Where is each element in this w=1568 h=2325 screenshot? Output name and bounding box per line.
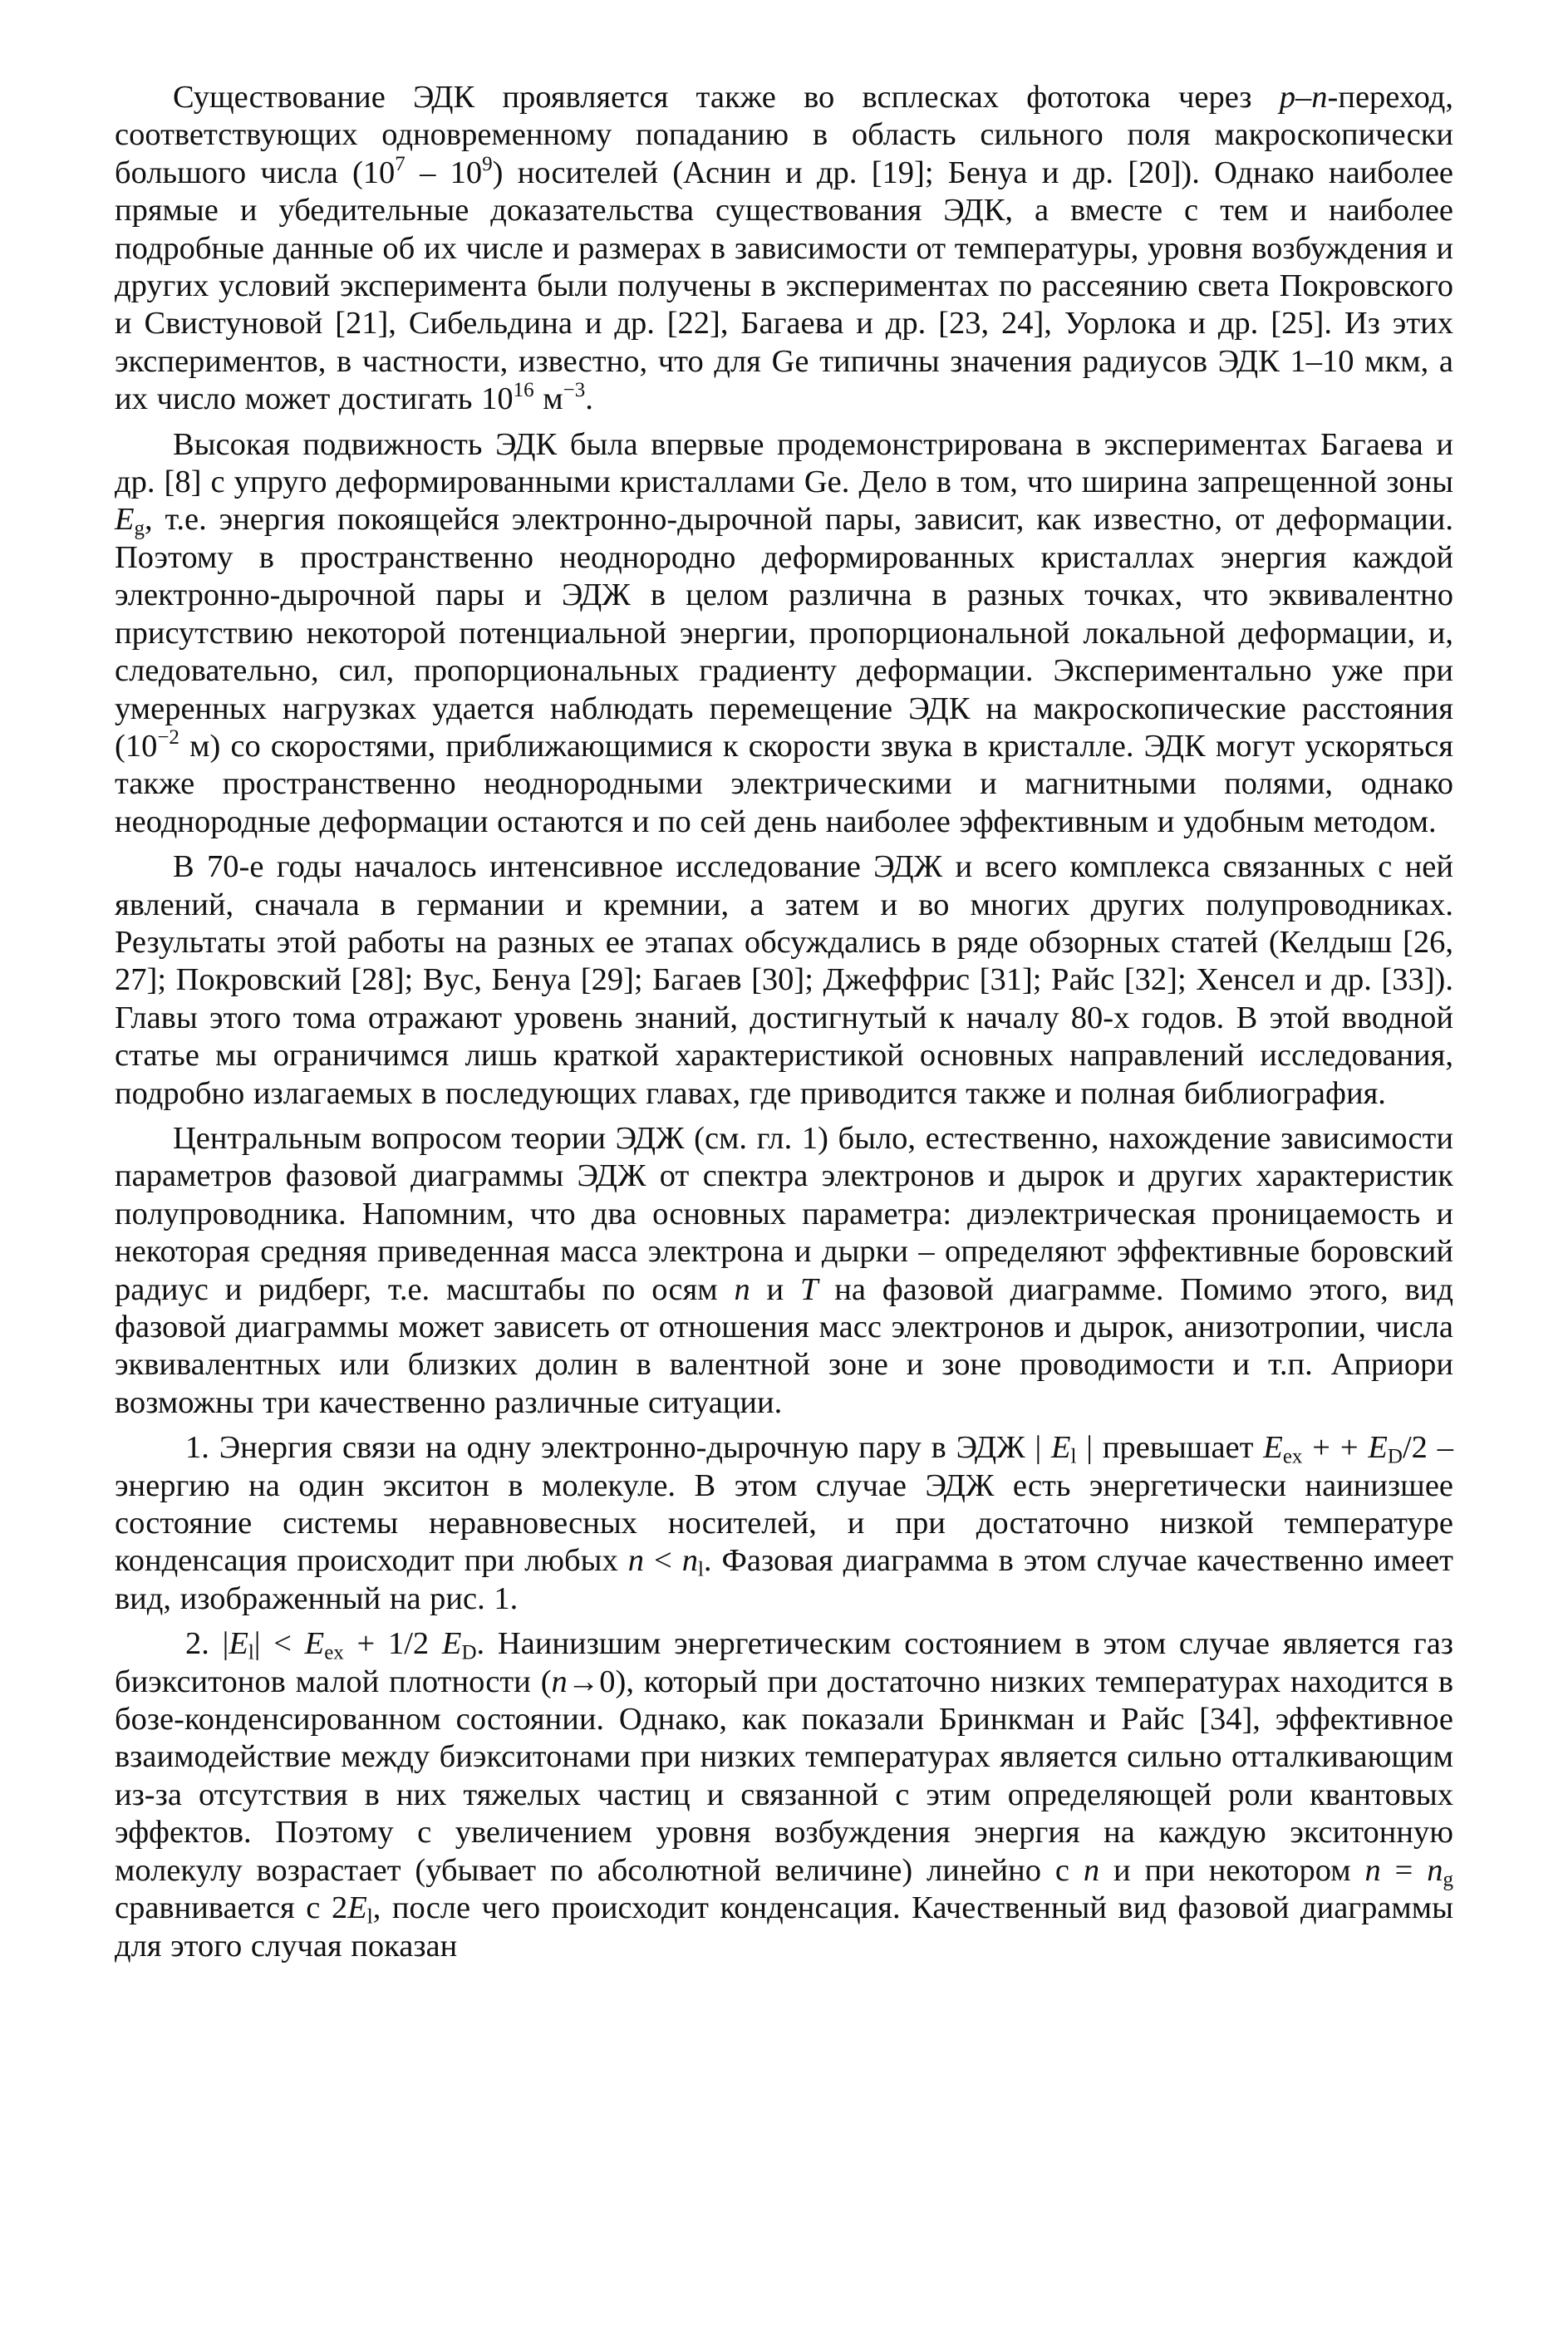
paragraph-3: В 70-е годы началось интенсивное исследование ЭДЖ и всего комплекса связанных с ней явлений, сначала в германии и кремнии, а затем и во многих других полупроводниках. Результаты этой работы на разных ее этапах обсуждались в ряде обзорных статей (Келдыш [26, 27]; Покровский [28]; Вус, Бенуа [29]; Багаев [30]; Джеффрис [31]; Райс [32]; Хенсел и др. [33]). Главы этого тома отражают уровень знаний, достигнутый к началу 80-х годов. В этой вводной статье мы ограничимся лишь краткой характеристикой основных направлений исследования, подробно излагаемых в последующих главах, где приводится также и полная библиография. [115,849,1453,1111]
paragraph-4: Центральным вопросом теории ЭДЖ (см. гл. 1) было, естественно, нахождение зависимости параметров фазовой диаграммы ЭДЖ от спектра электронов и дырок и других характеристик полупроводника. Напомним, что два основных параметра: диэлектрическая проницаемость и некоторая средняя приведенная масса электрона и дырки – определяют эффективные боровский радиус и ридберг, т.е. масштабы по осям n и T на фазовой диаграмме. Помимо этого, вид фазовой диаграммы может зависеть от отношения масс электронов и дырок, анизотропии, числа эквивалентных или близких долин в валентной зоне и зоне проводимости и т.п. Априори возможны три качественно различные ситуации. [115,1120,1453,1420]
paragraph-2: Высокая подвижность ЭДК была впервые продемонстрирована в экспериментах Багаева и др. [8] с упруго деформированными кристаллами Ge. Дело в том, что ширина запрещенной зоны $E_g$, т.е. энергия покоящейся электронно-дырочной пары, зависит, как известно, от деформации. Поэтому в пространственно неоднородно деформированных кристаллах энергия каждой электронно-дырочной пары и ЭДЖ в целом различна в разных точках, что эквивалентно присутствию некоторой потенциальной энергии, пропорциональной локальной деформации, и, следовательно, сил, пропорциональных градиенту деформации. Экспериментально уже при умеренных нагрузках удается наблюдать перемещение ЭДК на макроскопические расстояния ($10^{-2}$ м) со скоростями, приближающимися к скорости звука в кристалле. ЭДК могут ускоряться также пространственно неоднородными электрическими и магнитными полями, однако неоднородные деформации остаются и по сей день наиболее эффективным и удобным методом. [115,426,1453,839]
paragraph-1: Существование ЭДК проявляется также во всплесках фототока через p–n-переход, соответствующих одновременному попаданию в область сильного поля макроскопически большого числа $(10^7 - 10^9)$ носителей (Аснин и др. [19]; Бенуа и др. [20]). Однако наиболее прямые и убедительные доказательства существования ЭДК, а вместе с тем и наиболее подробные данные об их числе и размерах в зависимости от температуры, уровня возбуждения и других условий эксперимента были получены в экспериментах по рассеянию света Покровского и Свистуновой [21], Сибельдина и др. [22], Багаева и др. [23, 24], Уорлока и др. [25]. Из этих экспериментов, в частности, известно, что для Ge типичны значения радиусов ЭДК 1–10 мкм, а их число может достигать $10^{16}$ $м^{-3}$. [115,80,1453,417]
paragraph-5-case-1: 1. Энергия связи на одну электронно-дырочную пару в ЭДЖ | $E_l$ | превышает $E_{ex}$ + + $E_D/2$ – энергию на один экситон в молекуле. В этом случае ЭДЖ есть энергетически наинизшее состояние системы неравновесных носителей, и при достаточно низкой температуре конденсация происходит при любых $n < n_l$. Фазовая диаграмма в этом случае качественно имеет вид, изображенный на рис. 1. [115,1430,1454,1616]
paragraph-6-case-2: 2. $|E_l| < E_{ex} + 1/2$ $E_D$. Наинизшим энергетическим состоянием в этом случае является газ биэкситонов малой плотности (n→0), который при достаточно низких температурах находится в бозе-конденсированном состоянии. Однако, как показали Бринкман и Райс [34], эффективное взаимодействие между биэкситонами при низких температурах является сильно отталкивающим из-за отсутствия в них тяжелых частиц и связанной с этим определяющей роли квантовых эффектов. Поэтому с увеличением уровня возбуждения энергия на каждую экситонную молекулу возрастает (убывает по абсолютной величине) линейно с n и при некотором $n = n_g$ сравнивается с $2E_l$, после чего происходит конденсация. Качественный вид фазовой диаграммы для этого случая показан [115,1626,1454,1964]
